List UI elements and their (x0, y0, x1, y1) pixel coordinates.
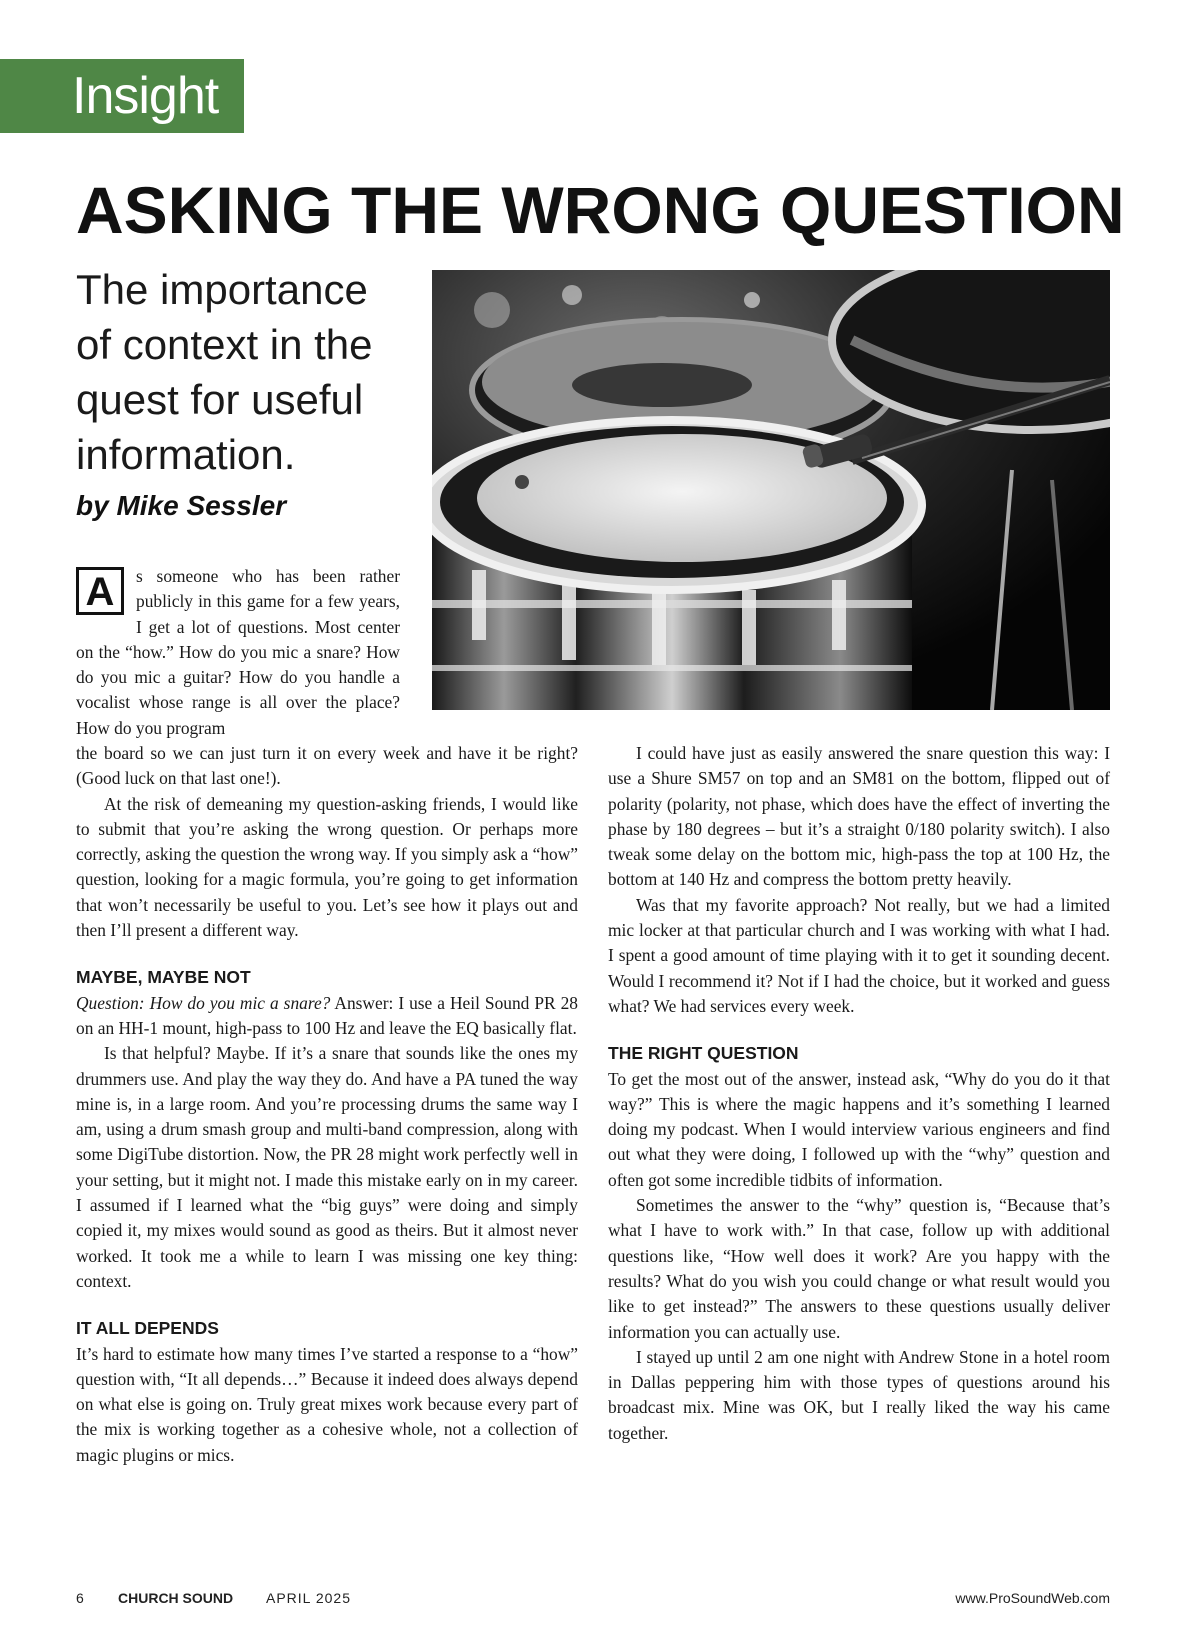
paragraph (76, 991, 578, 1042)
section-label: Insight (0, 59, 244, 133)
website-link[interactable]: www.ProSoundWeb.com (955, 1590, 1110, 1606)
section-heading: IT ALL DEPENDS (76, 1318, 219, 1339)
issue-date: APRIL 2025 (266, 1590, 351, 1606)
intro-text: s someone who has been rather publicly in this game for a few years, I get a lot of questions. Most center on the “how.” How do you mic a snare? How do you mic a guitar? How do you handle a vocalist whose range is all over the place? How do you program (76, 566, 400, 738)
paragraph: Sometimes the answer to the “why” question is, “Because that’s what I have to work with.” In that case, follow up with additional questions like, “How well does it work? Are you happy with the results? What do you wish you could change or what result would you like to get instead?” The answers to these questions usually deliver information you can actually use. (608, 1195, 1110, 1342)
paragraph: Is that helpful? Maybe. If it’s a snare that sounds like the ones my drummers use. And play the way they do. And have a PA tuned the way mine is, in a large room. And you’re processing drums the same way I am, using a drum smash group and multi-band compression, along with some DigiTube distortion. Now, the PR 28 might work perfectly well in your setting, but it might not. I made this mistake early on in my career. I assumed if I learned what the “big guys” were doing and simply copied it, my mixes would sound as good as theirs. But it almost never worked. It took me a while to learn I was missing one key thing: context. (76, 1043, 578, 1291)
section-heading: MAYBE, MAYBE NOT (76, 967, 251, 988)
paragraph: It’s hard to estimate how many times I’ve started a response to a “how” question with, “It all depends…” Because it indeed does always depend on what else is going on. Truly great mixes work because every part of the mix is working together as a cohesive whole, not a collection of magic plugins or mics. (76, 1343, 578, 1465)
page-number: 6 (76, 1590, 84, 1606)
paragraph: I could have just as easily answered the snare question this way: I use a Shure SM57 on top and an SM81 on the bottom, flipped out of polarity (polarity, not phase, which does have the effect of inverting the phase by 180 degrees – but it’s a straight 0/180 polarity switch). I also tweak some delay on the bottom mic, high-pass the top at 100 Hz, the bottom at 140 Hz and compress the bottom pretty heavily. (608, 743, 1110, 890)
intro-paragraph (76, 564, 400, 741)
paragraph: To get the most out of the answer, instead ask, “Why do you do it that way?” This is where the magic happens and it’s something I learned doing my podcast. When I would interview various engineers and find out what they were doing, I followed up with the “why” question and often got some incredible tidbits of information. (608, 1068, 1110, 1190)
question-label: Question: How do you mic a snare? (76, 992, 331, 1013)
snare-drum-photo (432, 270, 1110, 710)
article-subhead: The importance of context in the quest for useful information. (76, 266, 373, 478)
page-footer (76, 1590, 1110, 1610)
section-heading: THE RIGHT QUESTION (608, 1043, 799, 1064)
left-column (76, 741, 578, 1468)
right-column (608, 741, 1110, 1446)
snare-drum-with-microphone-icon (432, 270, 1110, 710)
magazine-name: CHURCH SOUND (118, 1590, 234, 1606)
article-byline: by Mike Sessler (76, 490, 287, 521)
article-headline: ASKING THE WRONG QUESTION (76, 173, 1125, 247)
paragraph: Was that my favorite approach? Not really, but we had a limited mic locker at that particular church and I was working with what I had. I spent a good amount of time playing with it to get it sounding decent. Would I recommend it? Not if I had the choice, but it worked and guess what? We had services every week. (608, 894, 1110, 1016)
answer-text: Answer: I use a Heil Sound PR 28 on an HH-1 mount, high-pass to 100 Hz and leave the EQ basically flat. (76, 992, 578, 1038)
paragraph: the board so we can just turn it on every week and have it be right? (Good luck on that last one!). (76, 743, 578, 789)
drop-cap: A (76, 567, 124, 615)
paragraph: I stayed up until 2 am one night with Andrew Stone in a hotel room in Dallas peppering him with those types of questions around his broadcast mix. Mine was OK, but I really liked the way his came together. (608, 1346, 1110, 1443)
paragraph: At the risk of demeaning my question-asking friends, I would like to submit that you’re asking the wrong question. Or perhaps more correctly, asking the question the wrong way. If you simply ask a “how” question, looking for a magic formula, you’re going to get information that won’t necessarily be useful to you. Let’s see how it plays out and then I’ll present a different way. (76, 793, 578, 941)
